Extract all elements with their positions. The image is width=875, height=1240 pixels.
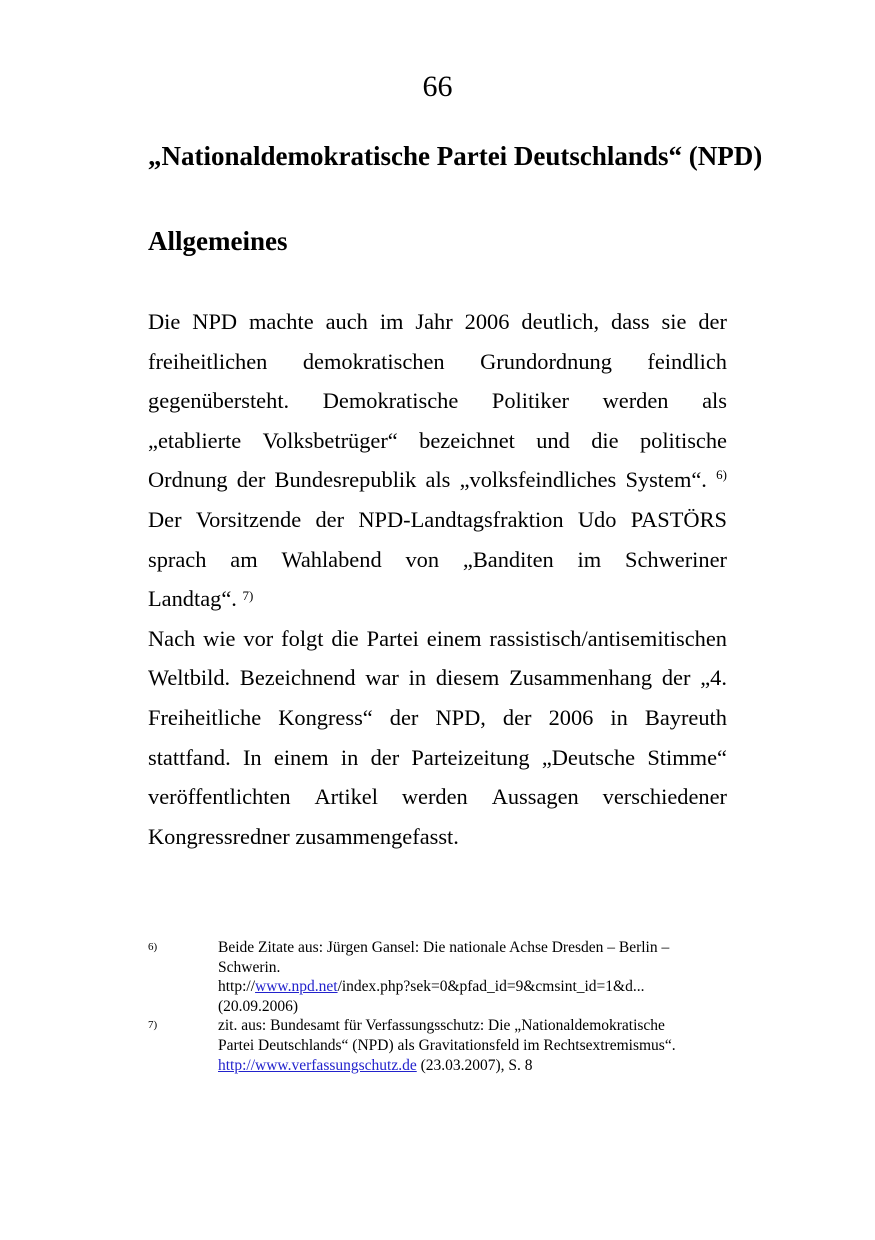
body-word: Ordnung — [148, 467, 228, 493]
body-word: Parteizeitung — [411, 744, 530, 770]
body-word: PASTÖRS — [630, 506, 727, 532]
body-word: die — [331, 625, 359, 651]
body-word: „volksfeindliches — [459, 467, 617, 493]
body-line — [148, 421, 727, 461]
footnote-text-segment: /index.php?sek=0&pfad_id=9&cmsint_id=1&d... — [337, 978, 645, 996]
body-line — [148, 540, 727, 580]
body-word: NPD — [192, 309, 238, 334]
body-word: veröffentlichten — [148, 784, 291, 810]
body-word: politische — [639, 427, 727, 453]
body-word: sie — [661, 309, 687, 334]
body-word: von — [405, 546, 440, 572]
body-word: als — [425, 467, 451, 493]
body-word: als — [702, 388, 727, 414]
body-word: wie — [203, 625, 236, 651]
footnote-text-segment: Partei Deutschlands“ (NPD) als Gravitationsfeld im Rechtsextremismus“. — [218, 1036, 676, 1054]
body-word: „Deutsche — [541, 744, 636, 770]
body-word: am — [230, 546, 258, 572]
body-word: der — [698, 309, 727, 334]
body-word: freiheitlichen — [148, 348, 268, 374]
body-line — [148, 619, 727, 659]
body-word: 2006 — [464, 309, 510, 334]
body-word: Der — [148, 506, 182, 532]
body-word: feindlich — [647, 348, 727, 374]
body-word: in — [610, 704, 628, 730]
footnote-text-segment: zit. aus: Bundesamt für Verfassungsschutz: Die „Nationaldemokratische — [218, 1017, 665, 1035]
body-word: einem — [273, 744, 329, 770]
body-word: Udo — [577, 506, 617, 532]
body-word: Vorsitzende — [195, 506, 302, 532]
body-word: im — [379, 309, 404, 334]
body-line — [148, 302, 727, 342]
body-text — [148, 302, 727, 856]
paragraph — [148, 619, 727, 857]
document-title: „Nationaldemokratische Partei Deutschlands“ (NPD) — [148, 141, 763, 171]
footnote-text-segment: (20.09.2006) — [218, 997, 299, 1015]
footnote — [148, 938, 748, 1016]
body-word: Artikel — [314, 784, 378, 810]
footnote-marker: 7) — [148, 1019, 158, 1032]
footnote-text-segment: Beide Zitate aus: Jürgen Gansel: Die nationale Achse Dresden – Berlin – — [218, 939, 670, 956]
body-word: „Banditen — [462, 546, 554, 572]
body-line — [148, 460, 727, 500]
body-line — [148, 817, 727, 857]
body-word: die — [591, 427, 619, 453]
body-text-segment: Kongressredner zusammengefasst. — [148, 823, 459, 849]
body-line — [148, 381, 727, 421]
footnote-line — [218, 977, 748, 997]
body-word: NPD-Landtagsfraktion — [358, 506, 564, 532]
footnote-text-segment: Schwerin. — [218, 958, 281, 976]
paragraph — [148, 302, 727, 619]
body-word: Stimme“ — [647, 744, 727, 770]
body-line — [148, 738, 727, 778]
body-word: in — [340, 744, 359, 770]
body-word: der — [370, 744, 400, 770]
footnote-line — [218, 997, 748, 1017]
body-word: Grundordnung — [480, 348, 612, 374]
body-text-segment: Landtag“. — [148, 586, 243, 612]
body-line — [148, 777, 727, 817]
footnote-ref: 7) — [242, 588, 254, 604]
body-word: Freiheitliche — [148, 704, 262, 730]
body-word: Weltbild. — [148, 665, 231, 691]
body-word: Demokratische — [322, 388, 459, 414]
body-word: der — [236, 467, 266, 493]
body-word: rassistisch/antisemitischen — [489, 625, 727, 651]
body-word: Bezeichnend — [239, 665, 356, 691]
body-word: in — [408, 665, 427, 691]
footnote — [148, 1016, 748, 1075]
body-word: Die — [148, 309, 181, 334]
footnote-link[interactable]: www.npd.net — [255, 978, 338, 996]
body-word: der — [389, 704, 419, 730]
body-word: und — [536, 427, 570, 453]
body-word: der — [661, 665, 691, 691]
body-word: Bundesrepublik — [274, 467, 417, 493]
body-word: Politiker — [491, 388, 569, 414]
footnotes — [148, 938, 748, 1075]
body-word: einem — [426, 625, 482, 651]
footnote-line — [218, 1036, 748, 1056]
footnote-marker: 6) — [148, 941, 158, 953]
body-word: Volksbetrüger“ — [262, 427, 398, 453]
body-word: machte — [249, 309, 314, 334]
footnote-text-segment: (23.03.2007), S. 8 — [416, 1056, 533, 1074]
body-word: In — [242, 744, 262, 770]
body-word: bezeichnet — [419, 427, 515, 453]
body-word: sprach — [148, 546, 207, 572]
body-word: folgt — [281, 625, 324, 651]
body-word: „4. — [700, 665, 727, 691]
body-word: auch — [325, 309, 368, 334]
body-word: demokratischen — [302, 348, 445, 374]
body-line — [148, 579, 727, 619]
body-word: verschiedener — [602, 784, 727, 810]
body-word: Wahlabend — [281, 546, 382, 572]
body-word: dass — [611, 309, 650, 334]
body-word: im — [577, 546, 602, 572]
body-line — [148, 342, 727, 382]
body-word: Bayreuth — [644, 704, 727, 730]
footnote-line — [218, 938, 748, 958]
body-line — [148, 698, 727, 738]
body-word: Schweriner — [625, 546, 727, 572]
footnote-line — [218, 958, 748, 978]
body-line — [148, 500, 727, 540]
body-word: Zusammenhang — [509, 665, 653, 691]
footnote-link[interactable]: http://www.verfassungschutz.de — [218, 1056, 417, 1074]
footnote-ref: 6) — [716, 467, 727, 483]
body-word: werden — [602, 388, 669, 414]
body-word: gegenübersteht. — [148, 388, 290, 414]
section-heading: Allgemeines — [148, 226, 288, 256]
body-word: Partei — [366, 625, 419, 651]
body-line — [148, 658, 727, 698]
footnote-text — [218, 938, 748, 1016]
body-word: System“. — [625, 467, 707, 493]
body-word: der — [502, 704, 532, 730]
footnote-line — [218, 1056, 748, 1076]
body-word: werden — [401, 784, 468, 810]
body-word: vor — [243, 625, 274, 651]
body-word: diesem — [435, 665, 500, 691]
footnote-text — [218, 1016, 748, 1075]
body-word: Jahr — [415, 309, 453, 334]
body-word: 2006 — [548, 704, 594, 730]
footnote-line — [218, 1016, 748, 1036]
body-word: Kongress“ — [278, 704, 373, 730]
body-word: NPD, — [435, 704, 486, 730]
body-word: Nach — [148, 625, 196, 651]
body-word: stattfand. — [148, 744, 231, 770]
body-word: „etablierte — [148, 427, 242, 453]
body-word: deutlich, — [521, 309, 600, 334]
page-number: 66 — [422, 70, 453, 103]
body-word: war — [365, 665, 399, 691]
footnote-text-segment: http:// — [218, 978, 256, 996]
body-word: Aussagen — [491, 784, 579, 810]
body-word: der — [315, 506, 345, 532]
